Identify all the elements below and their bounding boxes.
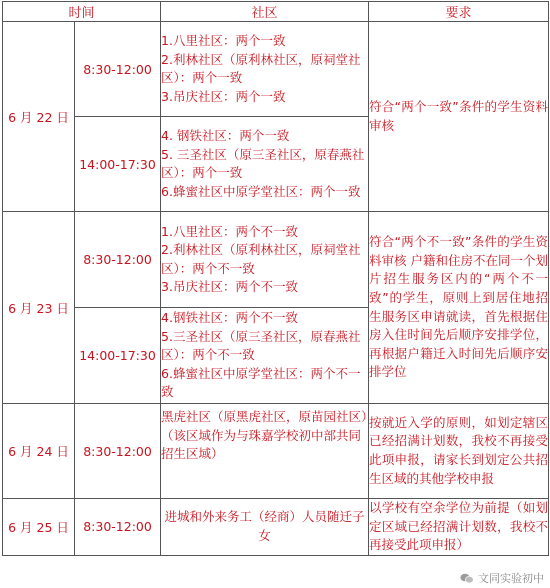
header-area: 社区 — [161, 2, 369, 22]
area-cell — [161, 22, 369, 117]
area-line: 2.利林社区（原利林社区，原祠堂社区）：两个不一致 — [161, 242, 361, 276]
date-cell: 6 月 22 日 — [3, 22, 75, 212]
area-cell — [161, 117, 369, 212]
area-line: 4. 钢铁社区：两个一致 — [161, 128, 290, 143]
area-cell — [161, 308, 369, 404]
area-line: 1.八里社区：两个一致 — [161, 33, 286, 48]
area-line: 5.三圣社区（原三圣社区，原春燕社区）：两个不一致 — [161, 328, 361, 363]
area-cell: 进城和外来务工（经商）人员随迁子女 — [161, 499, 369, 556]
date-cell: 6 月 24 日 — [3, 404, 75, 499]
date-cell: 6 月 23 日 — [3, 212, 75, 404]
requirement-cell: 符合“两个不一致”条件的学生资料审核 户籍和住房不在同一个划片招生服务区内的“两个不一致”的学生，原则上到居住地招生服务区申请就读，首先根据住房入住时间先后顺序安排学位，再根据户籍迁入时间先后顺序安排学位 — [369, 212, 549, 404]
area-cell — [161, 212, 369, 308]
table-row — [3, 499, 549, 556]
table-row — [3, 22, 549, 117]
area-line: 5. 三圣社区（原三圣社区，原春燕社区）：两个一致 — [161, 146, 365, 180]
time-cell: 8:30-12:00 — [75, 212, 161, 308]
wechat-icon — [460, 573, 474, 584]
header-row — [3, 2, 549, 22]
watermark-text: 文同实验初中 — [478, 572, 544, 585]
requirement-cell: 按就近入学的原则，如划定辖区已经招满计划数，我校不再接受此项申报，请家长到划定公共招生区域的其他学校申报 — [369, 404, 549, 499]
time-cell: 8:30-12:00 — [75, 22, 161, 117]
header-requirement: 要求 — [369, 2, 549, 22]
table-row — [3, 404, 549, 499]
table-row — [3, 212, 549, 308]
area-line: 1.八里社区：两个不一致 — [161, 223, 298, 239]
area-cell: 黑虎社区（原黑虎社区，原苗园社区）（该区域作为与珠嘉学校初中部共同招生区域） — [161, 404, 369, 499]
requirement-cell: 符合“两个一致”条件的学生资料审核 — [369, 22, 549, 212]
area-line: 2.利林社区（原利林社区，原祠堂社区）：两个一致 — [161, 51, 361, 85]
admission-schedule-table — [2, 1, 549, 556]
requirement-cell: 以学校有空余学位为前提（如划定区域已经招满计划数，我校不再接受此项申报） — [369, 499, 549, 556]
time-cell: 14:00-17:30 — [75, 117, 161, 212]
time-cell: 8:30-12:00 — [75, 404, 161, 499]
area-line: 3.吊庆社区：两个一致 — [161, 88, 286, 104]
header-time: 时间 — [3, 2, 161, 22]
area-line: 4.钢铁社区：两个不一致 — [161, 310, 298, 326]
date-cell: 6 月 25 日 — [3, 499, 75, 556]
area-line: 6.蜂蜜社区中原学堂社区：两个不一致 — [161, 365, 361, 400]
area-line: 6.蜂蜜社区中原学堂社区：两个一致 — [161, 183, 361, 199]
time-cell: 8:30-12:00 — [75, 499, 161, 556]
area-line: 3.吊庆社区：两个不一致 — [161, 279, 298, 294]
watermark — [460, 570, 544, 586]
time-cell: 14:00-17:30 — [75, 308, 161, 404]
